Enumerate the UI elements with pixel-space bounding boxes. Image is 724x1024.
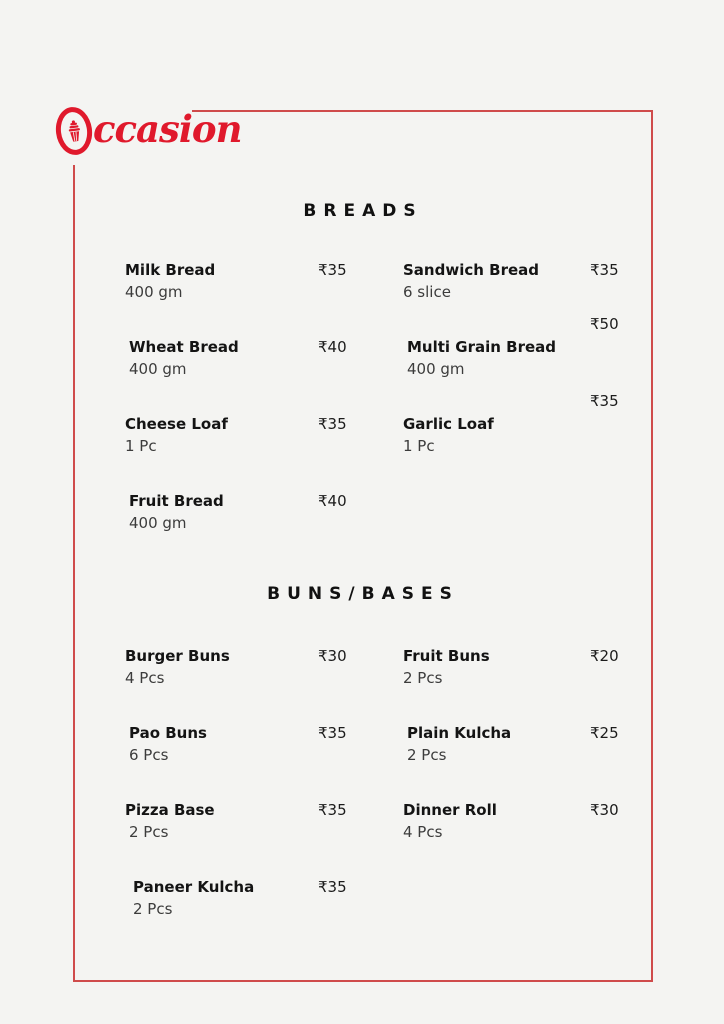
cupcake-icon (53, 105, 95, 157)
menu-item (403, 413, 590, 458)
section-title-breads: BREADS (303, 201, 423, 221)
item-qty: 2 Pcs (403, 669, 443, 687)
item-price: ₹30 (318, 647, 347, 665)
item-price: ₹35 (318, 261, 347, 279)
menu-item (125, 336, 318, 381)
frame-border-left (73, 165, 75, 982)
item-qty: 6 slice (403, 283, 451, 301)
item-name: Sandwich Bread (403, 261, 539, 279)
item-name: Paneer Kulcha (133, 878, 255, 896)
item-price: ₹35 (590, 392, 619, 410)
menu-row (125, 392, 659, 490)
item-price: ₹35 (318, 878, 347, 896)
frame-border-bottom (73, 980, 653, 982)
menu-item (403, 722, 590, 767)
menu-item (403, 259, 590, 304)
menu-item (125, 259, 318, 304)
item-name: Garlic Loaf (403, 415, 494, 433)
menu-row (125, 799, 659, 876)
brand-name: ccasion (93, 106, 242, 151)
menu-item (403, 336, 590, 381)
item-price: ₹50 (590, 315, 619, 333)
item-qty: 4 Pcs (125, 669, 165, 687)
brand-logo (56, 107, 242, 155)
frame-border-top (192, 110, 653, 112)
menu-row (125, 722, 659, 799)
item-qty: 2 Pcs (129, 823, 169, 841)
item-qty: 4 Pcs (403, 823, 443, 841)
menu-row (125, 490, 659, 567)
item-name: Plain Kulcha (407, 724, 512, 742)
buns-bases-rows (125, 645, 659, 953)
menu-row (125, 876, 659, 953)
menu-row (125, 645, 659, 722)
item-price: ₹35 (318, 801, 347, 819)
item-name: Multi Grain Bread (407, 338, 557, 356)
item-price: ₹25 (590, 724, 619, 742)
item-qty: 400 gm (407, 360, 465, 378)
item-qty: 2 Pcs (133, 900, 173, 918)
item-name: Dinner Roll (403, 801, 497, 819)
menu-item (125, 413, 318, 458)
item-name: Pizza Base (125, 801, 215, 819)
item-price: ₹35 (590, 261, 619, 279)
item-price: ₹40 (318, 492, 347, 510)
menu-row (125, 315, 659, 413)
item-price: ₹35 (318, 724, 347, 742)
item-qty: 1 Pc (403, 437, 435, 455)
item-name: Burger Buns (125, 647, 230, 665)
item-price: ₹40 (318, 338, 347, 356)
item-qty: 6 Pcs (129, 746, 169, 764)
item-price: ₹20 (590, 647, 619, 665)
menu-item (403, 645, 590, 690)
menu-item (125, 876, 318, 921)
menu-row (125, 259, 659, 336)
menu-item (125, 645, 318, 690)
menu-item (125, 490, 318, 535)
item-qty: 400 gm (129, 514, 187, 532)
item-name: Pao Buns (129, 724, 207, 742)
item-qty: 400 gm (125, 283, 183, 301)
item-name: Fruit Buns (403, 647, 490, 665)
item-name: Fruit Bread (129, 492, 224, 510)
breads-rows (125, 259, 659, 567)
item-price: ₹30 (590, 801, 619, 819)
menu-item (125, 722, 318, 767)
menu-item (403, 799, 590, 844)
item-qty: 2 Pcs (407, 746, 447, 764)
item-qty: 400 gm (129, 360, 187, 378)
item-price: ₹35 (318, 415, 347, 433)
item-qty: 1 Pc (125, 437, 157, 455)
section-title-buns-bases: BUNS/BASES (267, 584, 459, 604)
item-name: Cheese Loaf (125, 415, 228, 433)
menu-item (125, 799, 318, 844)
item-name: Milk Bread (125, 261, 216, 279)
item-name: Wheat Bread (129, 338, 239, 356)
